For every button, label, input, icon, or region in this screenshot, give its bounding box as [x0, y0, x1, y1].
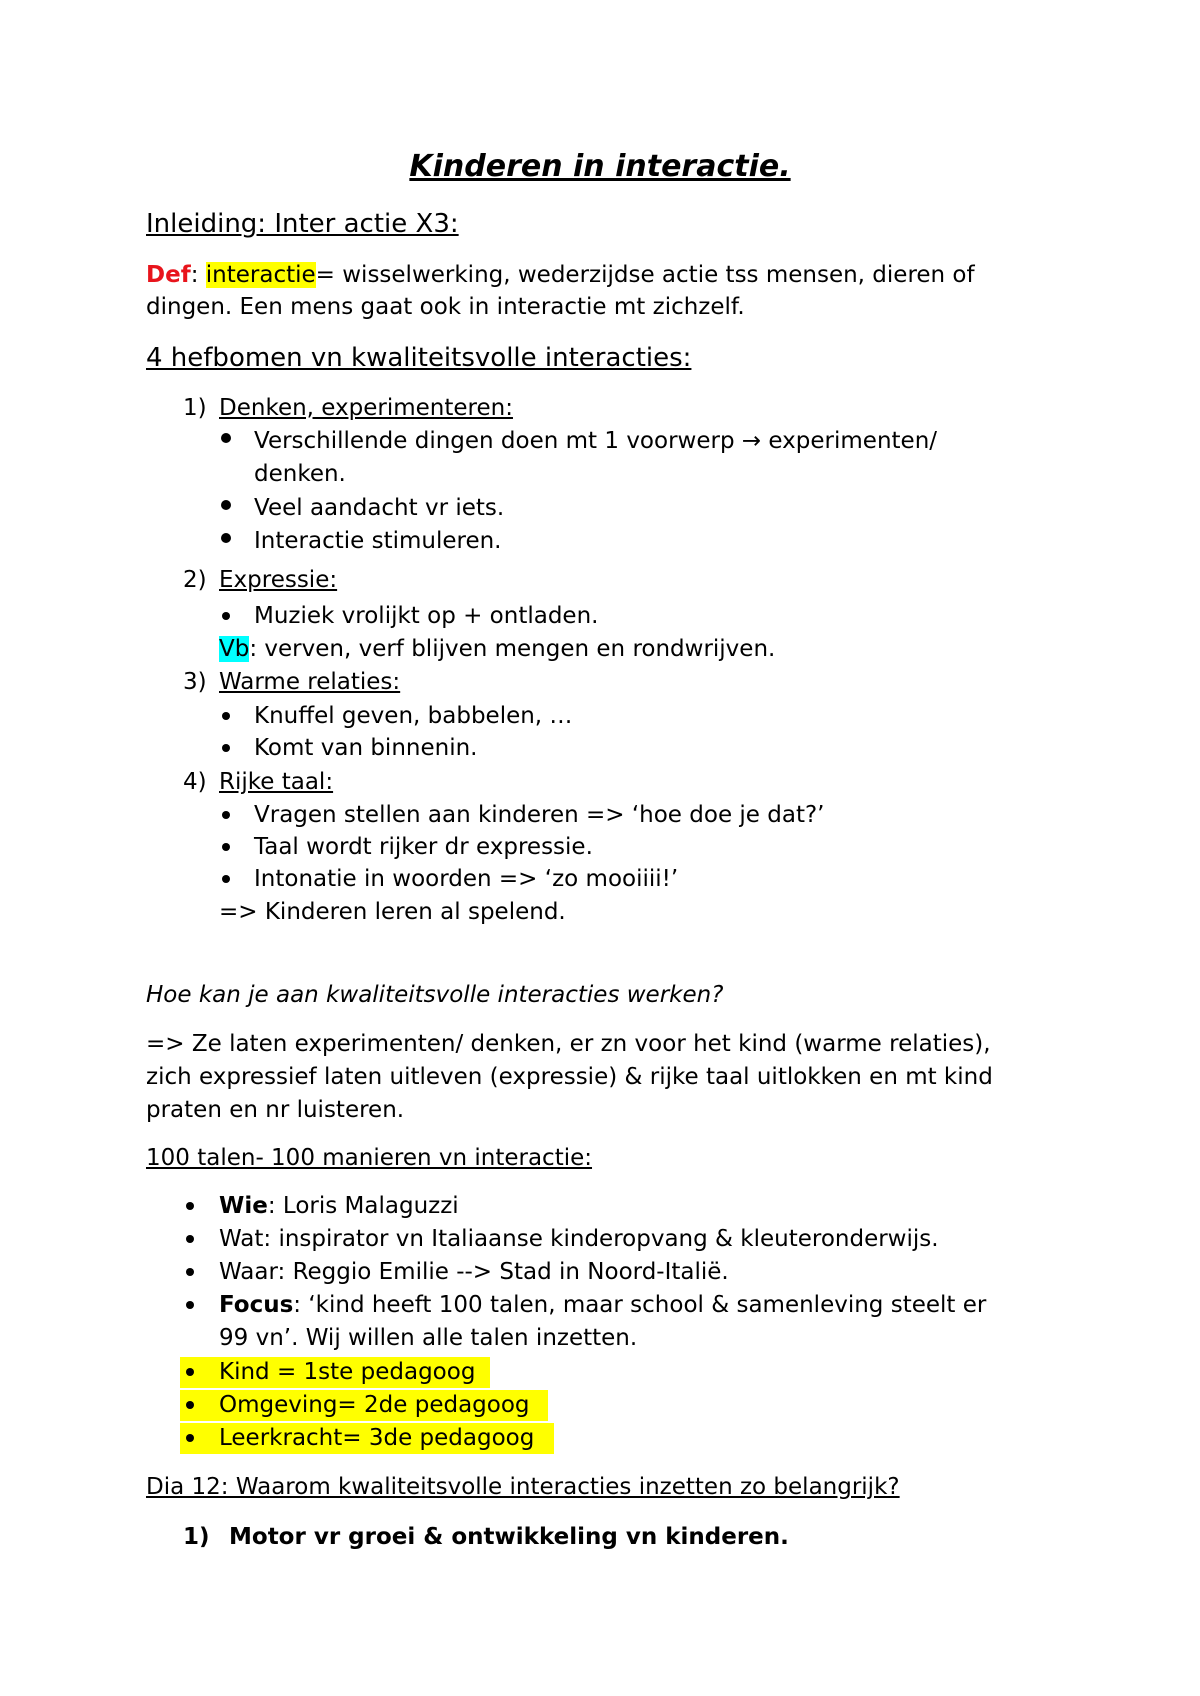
- document-title: Kinderen in interactie.: [409, 149, 791, 184]
- motor-number: 1): [183, 1524, 210, 1550]
- answer-line-2: zich expressief laten uitleven (expressie) & rijke taal uitlokken en mt kind: [146, 1064, 993, 1090]
- bullet-icon: [222, 843, 230, 851]
- bullet-icon: [221, 500, 231, 510]
- bullet-icon: [222, 744, 230, 752]
- lever-1-bullet-1-cont: denken.: [254, 461, 346, 487]
- lever-4-bullet-3: Intonatie in woorden => ‘zo mooiiii!’: [254, 866, 679, 892]
- lever-1-number: 1): [183, 395, 207, 421]
- answer-line-1: => Ze laten experimenten/ denken, er zn voor het kind (warme relaties),: [146, 1031, 991, 1057]
- talen-item-wat: Wat: inspirator vn Italiaanse kinderopvang & kleuteronderwijs.: [219, 1226, 939, 1252]
- talen-item-focus-cont: 99 vn’. Wij willen alle talen inzetten.: [219, 1325, 638, 1351]
- question-heading: Hoe kan je aan kwaliteitsvolle interacties werken?: [146, 982, 724, 1008]
- dia-heading: Dia 12: Waarom kwaliteitsvolle interacties inzetten zo belangrijk?: [146, 1474, 900, 1500]
- talen-item-focus: [219, 1290, 986, 1320]
- bullet-icon: [186, 1202, 194, 1210]
- lever-2-label: Expressie:: [219, 567, 338, 593]
- example-label: Vb: [219, 636, 250, 662]
- bullet-icon: [186, 1368, 194, 1376]
- bullet-icon: [186, 1301, 194, 1309]
- answer-line-3: praten en nr luisteren.: [146, 1097, 405, 1123]
- talen-item-wie: [219, 1191, 459, 1221]
- lever-4-conclusion: => Kinderen leren al spelend.: [219, 899, 566, 925]
- talen-item-wie-text: : Loris Malaguzzi: [267, 1193, 459, 1219]
- example-text: : verven, verf blijven mengen en rondwrijven.: [249, 636, 776, 662]
- lever-1-bullet-3: Interactie stimuleren.: [254, 528, 502, 554]
- bullet-icon: [222, 612, 230, 620]
- talen-item-focus-text: : ‘kind heeft 100 talen, maar school & samenleving steelt er: [293, 1292, 987, 1318]
- bullet-icon: [222, 875, 230, 883]
- lever-1-bullet-1: Verschillende dingen doen mt 1 voorwerp → experimenten/: [254, 428, 938, 454]
- bullet-icon: [186, 1235, 194, 1243]
- lever-4-bullet-2: Taal wordt rijker dr expressie.: [254, 834, 593, 860]
- talen-heading: 100 talen- 100 manieren vn interactie:: [146, 1145, 593, 1171]
- lever-4-label: Rijke taal:: [219, 769, 334, 795]
- bullet-icon: [222, 712, 230, 720]
- lever-2-example: [219, 634, 775, 664]
- bullet-icon: [221, 433, 231, 443]
- talen-item-wie-label: Wie: [219, 1193, 268, 1219]
- lever-4-bullet-1: Vragen stellen aan kinderen => ‘hoe doe je dat?’: [254, 802, 825, 828]
- talen-item-focus-label: Focus: [219, 1292, 294, 1318]
- intro-heading: Inleiding: Inter actie X3:: [146, 209, 459, 239]
- definition-line-2: dingen. Een mens gaat ook in interactie mt zichzelf.: [146, 294, 745, 320]
- bullet-icon: [186, 1268, 194, 1276]
- motor-text: Motor vr groei & ontwikkeling vn kinderen.: [229, 1524, 789, 1550]
- def-rest: = wisselwerking, wederzijdse actie tss mensen, dieren of: [315, 262, 975, 288]
- bullet-icon: [222, 811, 230, 819]
- levers-heading: 4 hefbomen vn kwaliteitsvolle interacties:: [146, 343, 692, 373]
- highlight-item-2: Omgeving= 2de pedagoog: [219, 1392, 530, 1418]
- highlight-item-3: Leerkracht= 3de pedagoog: [219, 1425, 535, 1451]
- lever-2-bullet-1: Muziek vrolijkt op + ontladen.: [254, 603, 599, 629]
- lever-3-bullet-2: Komt van binnenin.: [254, 735, 478, 761]
- lever-3-bullet-1: Knuffel geven, babbelen, …: [254, 703, 573, 729]
- highlight-item-1: Kind = 1ste pedagoog: [219, 1359, 476, 1385]
- def-colon: :: [190, 262, 199, 288]
- lever-3-label: Warme relaties:: [219, 669, 401, 695]
- lever-2-number: 2): [183, 567, 207, 593]
- def-term: interactie: [205, 262, 316, 288]
- definition-line-1: [146, 260, 975, 290]
- lever-1-label: Denken, experimenteren:: [219, 395, 513, 421]
- lever-4-number: 4): [183, 769, 207, 795]
- bullet-icon: [186, 1434, 194, 1442]
- bullet-icon: [186, 1401, 194, 1409]
- lever-1-bullet-2: Veel aandacht vr iets.: [254, 495, 505, 521]
- def-label: Def: [146, 262, 191, 288]
- talen-item-waar: Waar: Reggio Emilie --> Stad in Noord-Italië.: [219, 1259, 729, 1285]
- lever-3-number: 3): [183, 669, 207, 695]
- bullet-icon: [221, 533, 231, 543]
